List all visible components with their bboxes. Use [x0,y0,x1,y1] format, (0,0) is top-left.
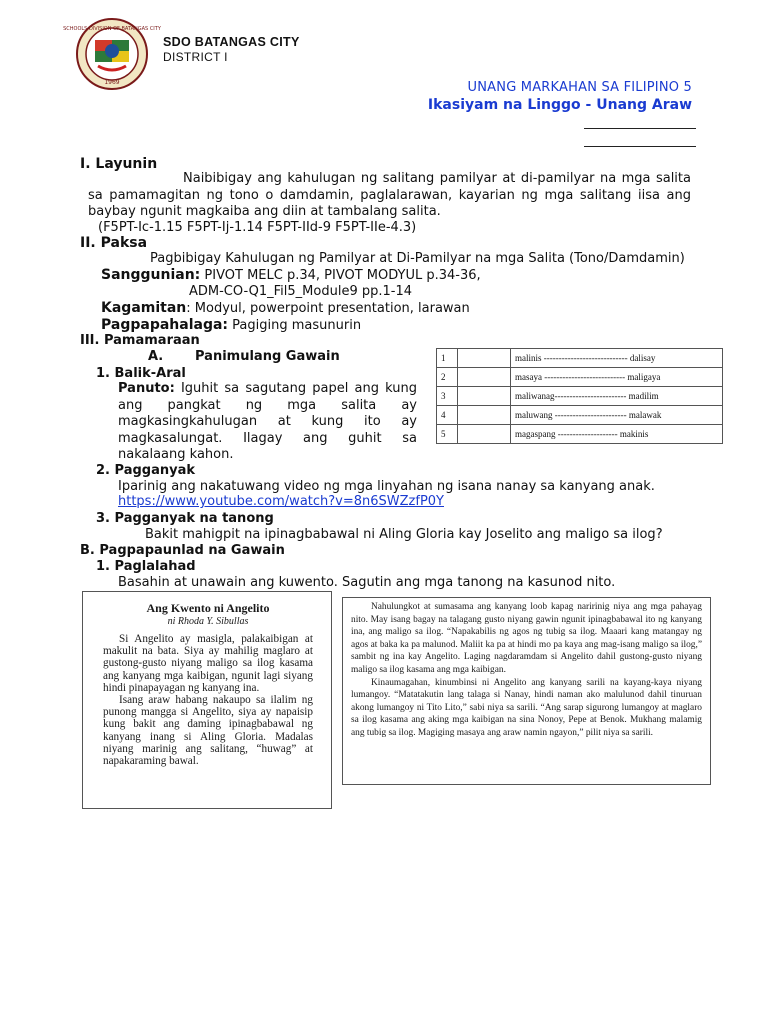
paksa-heading: II. Paksa [80,235,148,251]
panuto-body: Iguhit sa sagutang papel ang kung ang pangkat ng mga salita ay magkasingkahulugan at kung ito ay magkasalungat. Ilagay ang guhit sa nakalaang kahon. [118,381,417,462]
pagganyak-tanong-text: Bakit mahigpit na ipinagbabawal ni Aling Gloria kay Joselito ang maligo sa ilog? [145,527,663,542]
answer-box[interactable] [458,349,511,368]
panuto-text [118,381,417,464]
kagamitan-label: Kagamitan [101,300,187,316]
balik-aral-title: 1. Balik-Aral [96,366,186,381]
layunin-heading: I. Layunin [80,156,158,172]
pamamaraan-heading: III. Pamamaraan [80,333,200,348]
pagpapahalaga-label: Pagpapahalaga: [101,317,229,333]
paglalahad-text: Basahin at unawain ang kuwento. Sagutin ang mga tanong na kasunod nito. [118,575,616,590]
division-seal-logo [63,18,161,90]
panuto-label: Panuto: [118,381,175,396]
matching-row: 1 malinis ---------------------------- dalisay [437,349,723,368]
seal-year: 1969 [104,79,120,86]
story-paragraph: Nahulungkot at sumasama ang kanyang loob kapag naririnig niya ang mga pahayag nito. May isang bagay na talagang gusto niyang gawin ngunit ipinagbabawal ito ng kanyang ina, ang maligo sa ilog. “Napakabilis ng agos ng tubig sa ilog. Maaari kang matangay ng agos at baka ka pa malunod. Maliit ka pa at hindi mo pa kaya ang mag-isang maligo sa ilog,” sambit ng ina kay Angelito. Laging nagdaramdam si Angelito dahil gustong-gusto niyang maligo sa ilog kasama ang mga kaibigan. [351,602,702,675]
seal-label: SCHOOLS DIVISION OF BATANGAS CITY [63,26,161,32]
matching-row: 4 maluwang ------------------------ malawak [437,406,723,425]
sanggunian-line [101,267,481,283]
story-box-right [342,597,711,785]
story-author: ni Rhoda Y. Sibullas [167,616,249,627]
video-link[interactable]: https://www.youtube.com/watch?v=8n6SWZzfP0Y [118,494,444,509]
matching-row: 2 masaya --------------------------- maligaya [437,368,723,387]
pagpapahalaga-value: Pagiging masunurin [228,318,362,333]
pagganyak-tanong-title: 3. Pagganyak na tanong [96,511,274,526]
kagamitan-value: : Modyul, powerpoint presentation, larawan [186,301,470,316]
answer-box[interactable] [458,406,511,425]
section-a-title: Panimulang Gawain [195,349,340,364]
pagganyak-text: Iparinig ang nakatuwang video ng mga linyahan ng isana nanay sa kanyang anak. [118,479,655,494]
quarter-title: UNANG MARKAHAN SA FILIPINO 5 [467,80,692,95]
matching-row: 3 maliwanag------------------------ madilim [437,387,723,406]
office-name: SDO BATANGAS CITY [163,35,300,49]
answer-box[interactable] [458,425,511,444]
section-b-title: B. Pagpapaunlad na Gawain [80,543,285,558]
kagamitan-line [101,300,470,316]
sanggunian-value-1: PIVOT MELC p.34, PIVOT MODYUL p.34-36, [200,268,481,283]
story-title: Ang Kwento ni Angelito [146,601,270,615]
story-paragraph: Isang araw habang nakaupo sa ilalim ng punong mangga si Angelito, siya ay napaisip kung bakit ang daming ipinagbabawal ng kanyang inang si Aling Gloria. Madalas niyang marinig ang salitang, “huwag” at napakaraming bawal. [103,694,313,768]
week-day-title: Ikasiyam na Linggo - Unang Araw [427,97,692,113]
sanggunian-value-2: ADM-CO-Q1_Fil5_Module9 pp.1-14 [189,284,412,299]
matching-row: 5 magaspang -------------------- makinis [437,425,723,444]
section-a-label: A. [148,349,164,364]
story-box-left [82,591,332,809]
sanggunian-label: Sanggunian: [101,267,201,283]
matching-table [436,348,723,444]
answer-box[interactable] [458,387,511,406]
paksa-topic: Pagbibigay Kahulugan ng Pamilyar at Di-Pamilyar na mga Salita (Tono/Damdamin) [150,251,685,266]
story-paragraph: Si Angelito ay masigla, palakaibigan at makulit na bata. Siya ay mahilig maglaro at gustong-gusto niyang maligo sa ilog kasama ang kanyang mga kaibigan, ngunit lagi siyang hindi pinapayagan ng kanyang ina. [103,633,313,694]
paglalahad-title: 1. Paglalahad [96,559,196,574]
pagganyak-title: 2. Pagganyak [96,463,195,478]
layunin-codes: (F5PT-Ic-1.15 F5PT-Ij-1.14 F5PT-IId-9 F5PT-IIe-4.3) [98,220,417,235]
layunin-body: Naibibigay ang kahulugan ng salitang pamilyar at di-pamilyar na mga salita sa pamamagitan ng tono o damdamin, paglalarawan, kayarian ng mga salitang iisa ang baybay ngunit magkaiba ang diin at tambalang salita. [88,171,691,219]
story-paragraph: Kinaumagahan, kinumbinsi ni Angelito ang kanyang sarili na kayang-kaya niyang lumangoy. “Matatakutin lang talaga si Nanay, hindi naman ako malulunod dahil tinuruan akong lumangoy ni Tito Lito,” sabi niya sa sarili. “Ang sarap sigurong lumangoy at maglaro sa ilog kasama ang aking mga kaibigan na sina Nonoy, Pepe at Benok. Mukhang malamig ang tubig sa ilog. Magiging masaya ang araw namin ngayon,” pilit niya sa sarili. [351,677,702,738]
district-name: DISTRICT I [163,50,228,64]
blank-line-1 [584,127,696,129]
answer-box[interactable] [458,368,511,387]
pagpapahalaga-line [101,317,361,333]
blank-line-2 [584,145,696,147]
